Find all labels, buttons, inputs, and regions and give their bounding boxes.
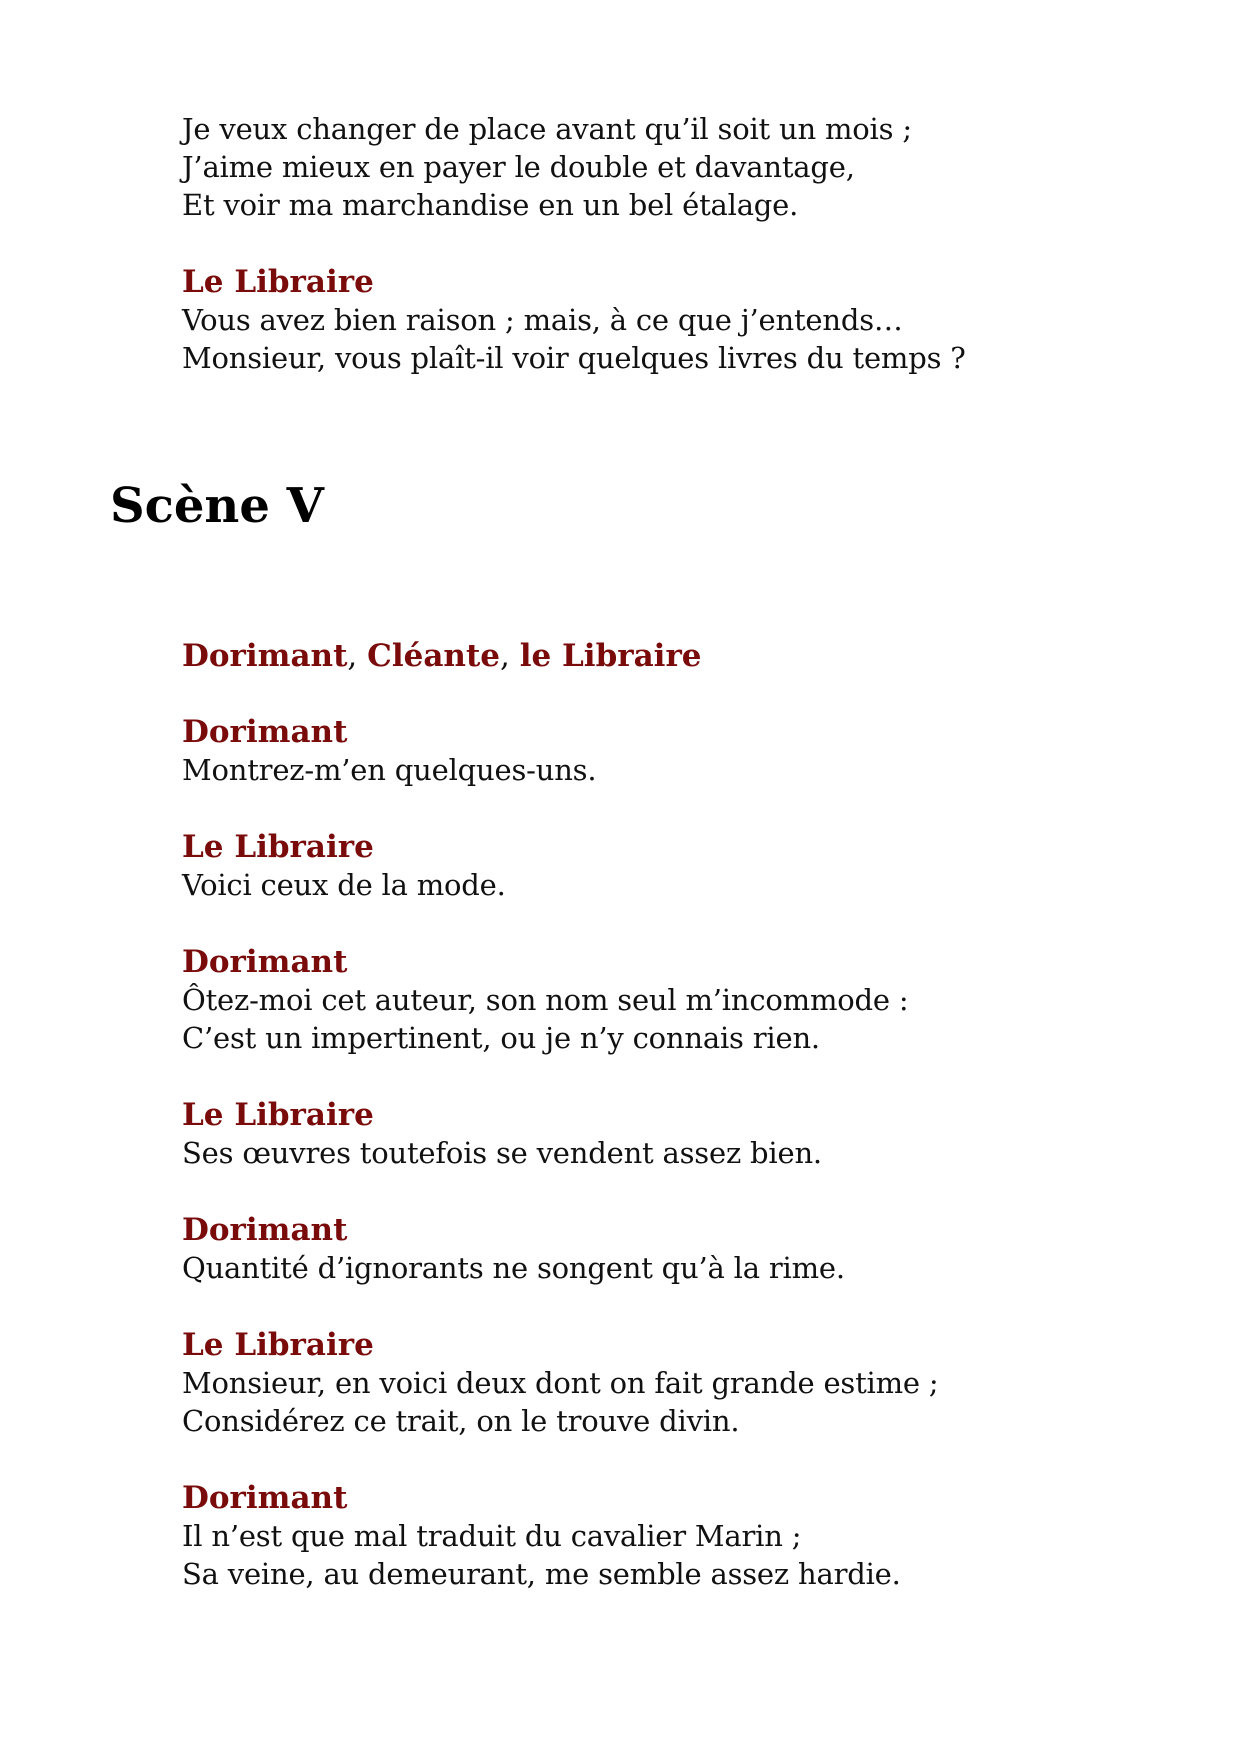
character-name: Cléante [367,638,500,674]
speaker-name: Dorimant [182,714,348,750]
character-name: Dorimant [182,638,348,674]
verse-line: Monsieur, en voici deux dont on fait grande estime ; [182,1366,939,1400]
separator: , [347,638,368,674]
verse-line: J’aime mieux en payer le double et davantage, [182,150,855,184]
character-list [182,637,1182,675]
dialogue-exchange [182,263,1182,377]
opening-verses [182,110,1182,224]
speaker-name: Le Libraire [182,1327,374,1363]
verse-line: Monsieur, vous plaît-il voir quelques livres du temps ? [182,341,966,375]
verse-line: Considérez ce trait, on le trouve divin. [182,1404,740,1438]
speaker-name: Dorimant [182,1480,348,1516]
speaker-name: Le Libraire [182,829,374,865]
dialogue-exchange [182,1096,1182,1172]
verse-line: Il n’est que mal traduit du cavalier Marin ; [182,1519,802,1553]
dialogue-exchange [182,713,1182,789]
dialogue-exchange [182,828,1182,904]
verse-line: Voici ceux de la mode. [182,868,506,902]
scene-title: Scène V [110,478,324,534]
dialogue-exchange [182,943,1182,1057]
verse-line: Je veux changer de place avant qu’il soit un mois ; [182,112,912,146]
speaker-name: Le Libraire [182,264,374,300]
speaker-name: Dorimant [182,944,348,980]
dialogue-exchange [182,1326,1182,1440]
verse-line: Quantité d’ignorants ne songent qu’à la rime. [182,1251,845,1285]
verse-line: Ôtez-moi cet auteur, son nom seul m’incommode : [182,983,909,1017]
speaker-name: Dorimant [182,1212,348,1248]
verse-line: Sa veine, au demeurant, me semble assez hardie. [182,1557,901,1591]
characters-line [182,637,1182,675]
dialogue-exchange [182,1479,1182,1593]
verse-line: Et voir ma marchandise en un bel étalage. [182,188,799,222]
verse-line: Montrez-m’en quelques-uns. [182,753,597,787]
verse-line: Vous avez bien raison ; mais, à ce que j’entends… [182,303,903,337]
character-name: le Libraire [519,638,702,674]
dialogue-exchange [182,1211,1182,1287]
verse-line: C’est un impertinent, ou je n’y connais rien. [182,1021,820,1055]
verse-line: Ses œuvres toutefois se vendent assez bien. [182,1136,822,1170]
separator: , [499,638,520,674]
speaker-name: Le Libraire [182,1097,374,1133]
